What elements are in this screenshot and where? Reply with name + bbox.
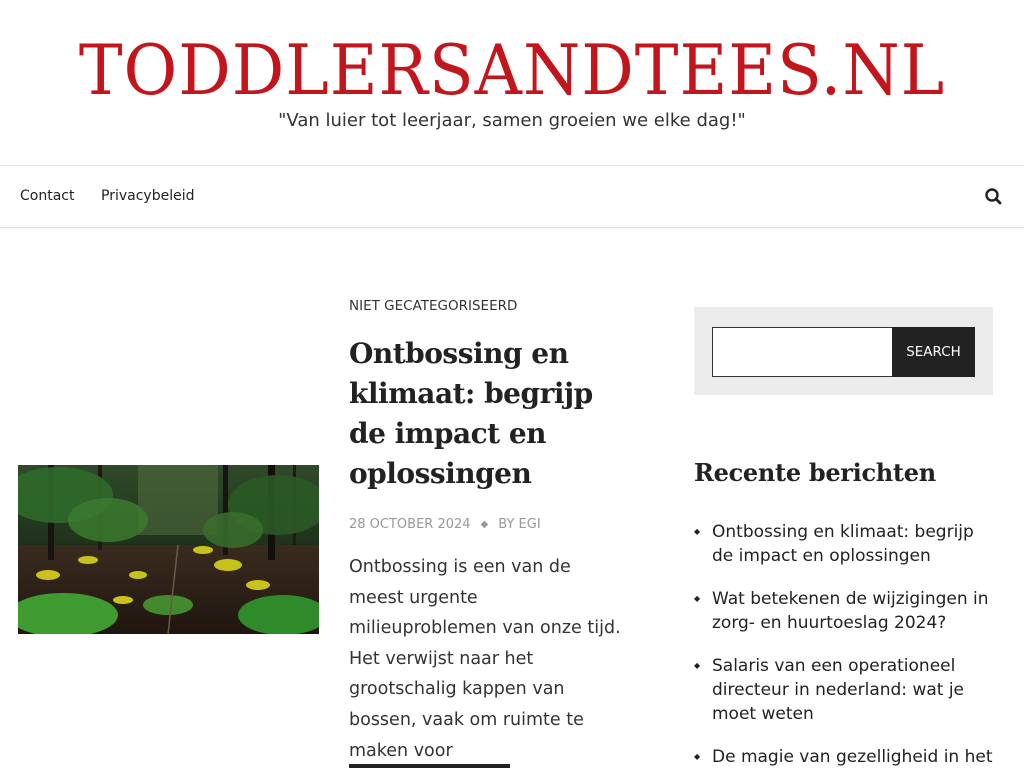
search-input[interactable] bbox=[712, 327, 893, 377]
post-card bbox=[349, 296, 621, 766]
list-item bbox=[694, 654, 994, 726]
recent-post-link[interactable]: Ontbossing en klimaat: begrijp de impact en oplossingen bbox=[712, 522, 974, 566]
post-author[interactable]: BY EGI bbox=[498, 517, 541, 532]
post-meta bbox=[349, 516, 621, 534]
search-button[interactable]: SEARCH bbox=[892, 327, 975, 377]
post-date[interactable]: 28 OCTOBER 2024 bbox=[349, 517, 471, 532]
recent-post-link[interactable]: Salaris van een operationeel directeur in nederland: wat je moet weten bbox=[712, 656, 965, 724]
site-title[interactable]: TODDLERSANDTEES.NL bbox=[78, 31, 946, 111]
recent-post-link[interactable]: Wat betekenen de wijzigingen in zorg- en huurtoeslag 2024? bbox=[712, 589, 989, 633]
meta-separator-icon: ◆ bbox=[480, 519, 489, 530]
post-category[interactable]: NIET GECATEGORISEERD bbox=[349, 298, 518, 314]
recent-posts-heading: Recente berichten bbox=[694, 458, 936, 487]
post-excerpt: Ontbossing is een van de meest urgente milieuproblemen van onze tijd. Het verwijst naar het grootschalig kappen van bossen, vaak om ruimte te maken voor bbox=[349, 557, 621, 761]
rainforest-photo bbox=[18, 465, 319, 634]
main-navigation bbox=[0, 166, 1024, 228]
post-title[interactable]: Ontbossing en klimaat: begrijp de impact en oplossingen bbox=[349, 337, 593, 490]
site-tagline: "Van luier tot leerjaar, samen groeien we elke dag!" bbox=[278, 110, 746, 131]
list-item bbox=[694, 520, 994, 568]
post-thumbnail[interactable] bbox=[18, 465, 319, 634]
search-icon[interactable] bbox=[983, 186, 1005, 208]
read-more-button[interactable] bbox=[349, 764, 510, 768]
list-item bbox=[694, 587, 994, 635]
list-item bbox=[694, 745, 994, 768]
nav-item-contact[interactable]: Contact bbox=[20, 188, 75, 204]
recent-post-link[interactable]: De magie van gezelligheid in het bbox=[712, 747, 993, 767]
nav-item-privacybeleid[interactable]: Privacybeleid bbox=[101, 188, 195, 204]
site-header bbox=[0, 0, 1024, 166]
recent-posts-list bbox=[694, 520, 994, 768]
search-widget bbox=[694, 307, 993, 395]
